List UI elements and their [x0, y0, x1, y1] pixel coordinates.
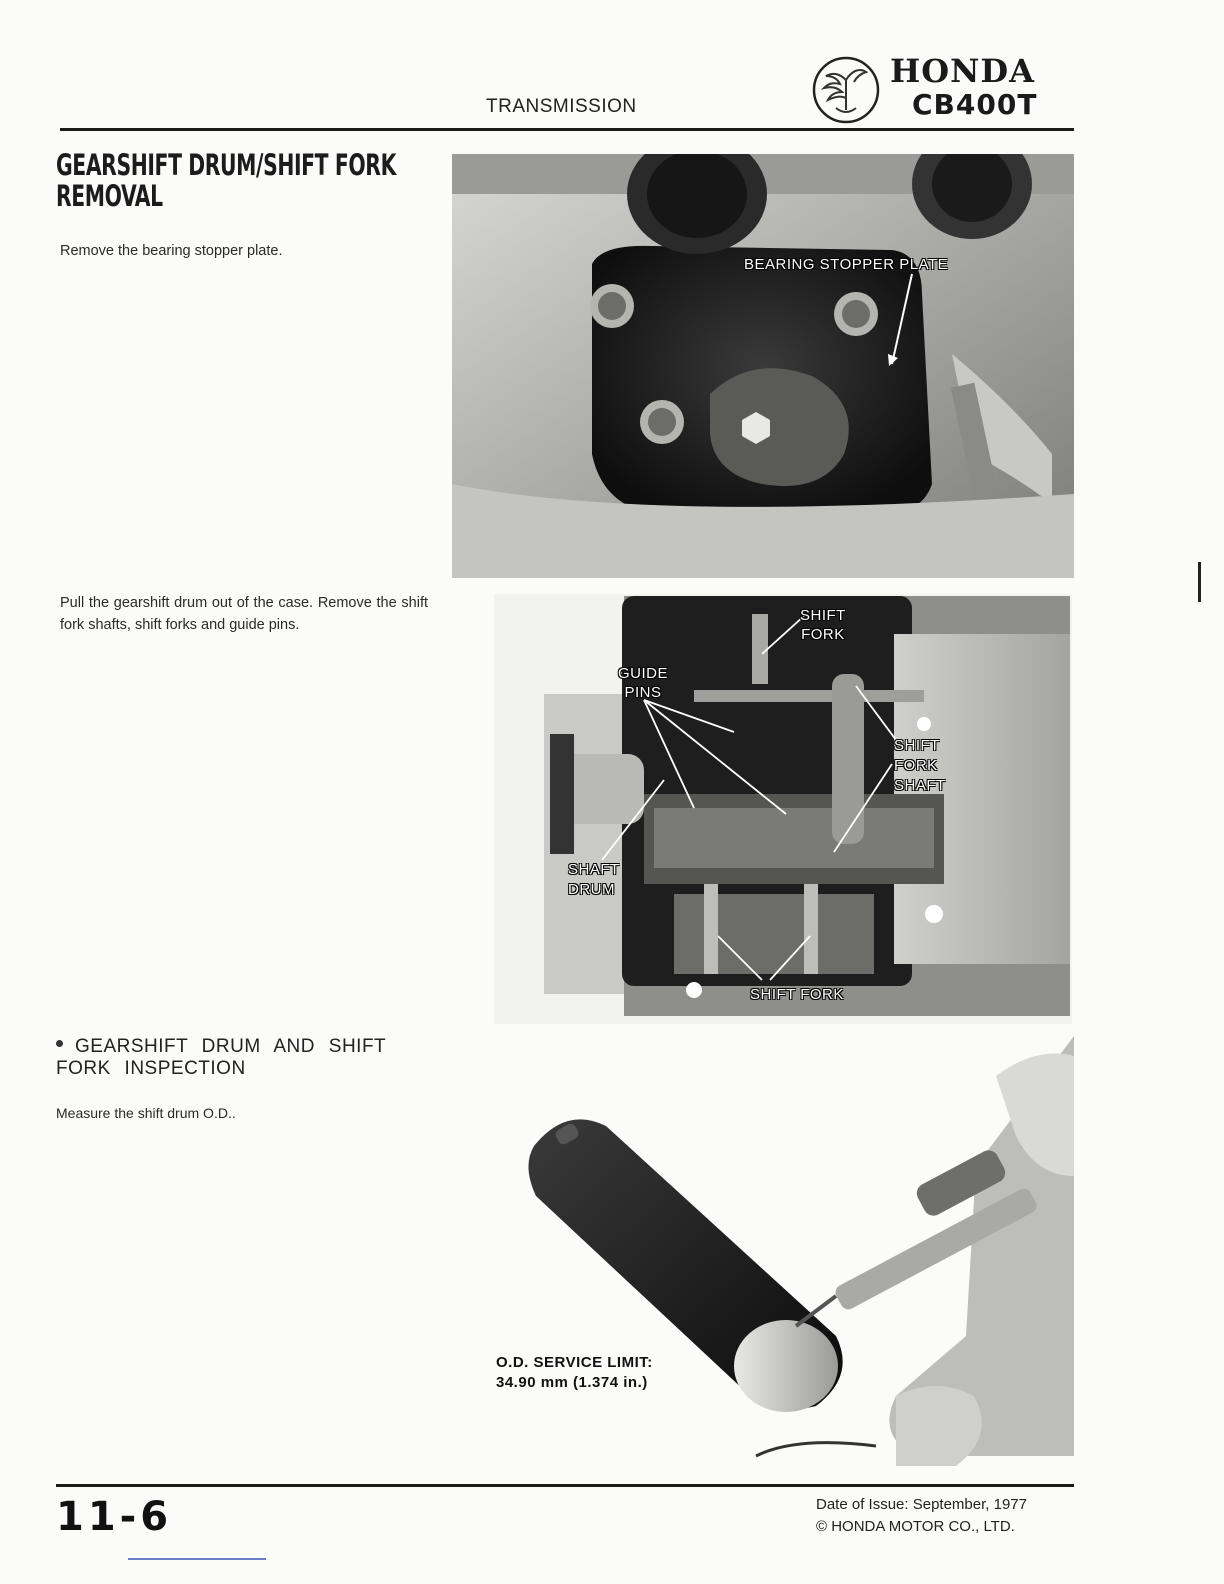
- heading-line-2: REMOVAL: [56, 179, 163, 213]
- issue-date: Date of Issue: September, 1977: [816, 1496, 1027, 1513]
- photo-shift-drum-forks: [494, 594, 1072, 1024]
- label-shift-fork-bottom: SHIFT FORK: [750, 986, 844, 1003]
- copyright-notice: © HONDA MOTOR CO., LTD.: [816, 1518, 1015, 1535]
- label-guide-pins: [618, 664, 668, 702]
- label-shift-fork-shaft-line3: SHAFT: [894, 777, 946, 794]
- step-remove-stopper-plate: Remove the bearing stopper plate.: [60, 243, 283, 259]
- header-divider: [60, 128, 1074, 131]
- step-pull-gearshift-drum: Pull the gearshift drum out of the case. Remove the shift fork shafts, shift forks and guide pins.: [60, 595, 428, 633]
- label-shift-fork-top-line2: FORK: [801, 626, 845, 643]
- label-shift-fork-top-line1: SHIFT: [800, 607, 846, 624]
- label-shaft-drum-line1: SHAFT: [568, 861, 620, 878]
- od-service-limit-value: 34.90 mm (1.374 in.): [496, 1374, 648, 1391]
- photo-measure-drum-od: [496, 1036, 1074, 1466]
- label-guide-pins-line2: PINS: [624, 684, 662, 701]
- scan-artifact-line: [128, 1558, 266, 1560]
- heading-line-1: GEARSHIFT DRUM/SHIFT FORK: [56, 148, 396, 182]
- footer-divider: [56, 1484, 1074, 1487]
- photo-bearing-stopper-plate: [452, 154, 1074, 578]
- inspection-subheading: [56, 1036, 432, 1080]
- label-shaft-drum-line2: DRUM: [568, 881, 615, 898]
- bullet-icon: [56, 1040, 63, 1047]
- label-guide-pins-line1: GUIDE: [618, 665, 669, 682]
- page-number: 11-6: [56, 1494, 173, 1540]
- section-title: TRANSMISSION: [486, 96, 637, 117]
- step-measure-drum-od: Measure the shift drum O.D..: [56, 1105, 236, 1121]
- margin-mark: [1198, 562, 1201, 602]
- label-shift-fork-shaft-line2: FORK: [894, 757, 938, 774]
- inspection-subheading-text: GEARSHIFT DRUM AND SHIFT FORK INSPECTION: [56, 1036, 386, 1079]
- brand-name: HONDA: [890, 52, 1035, 90]
- main-heading: [56, 148, 396, 213]
- label-shaft-drum: [568, 860, 620, 900]
- label-bearing-stopper-plate: BEARING STOPPER PLATE: [744, 256, 949, 273]
- label-shift-fork-shaft: [894, 736, 946, 796]
- label-shift-fork-top: [800, 606, 846, 644]
- honda-wing-emblem-icon: [810, 54, 882, 126]
- od-service-limit-label: O.D. SERVICE LIMIT:: [496, 1354, 653, 1371]
- model-name: CB400T: [912, 88, 1038, 121]
- label-shift-fork-shaft-line1: SHIFT: [894, 737, 940, 754]
